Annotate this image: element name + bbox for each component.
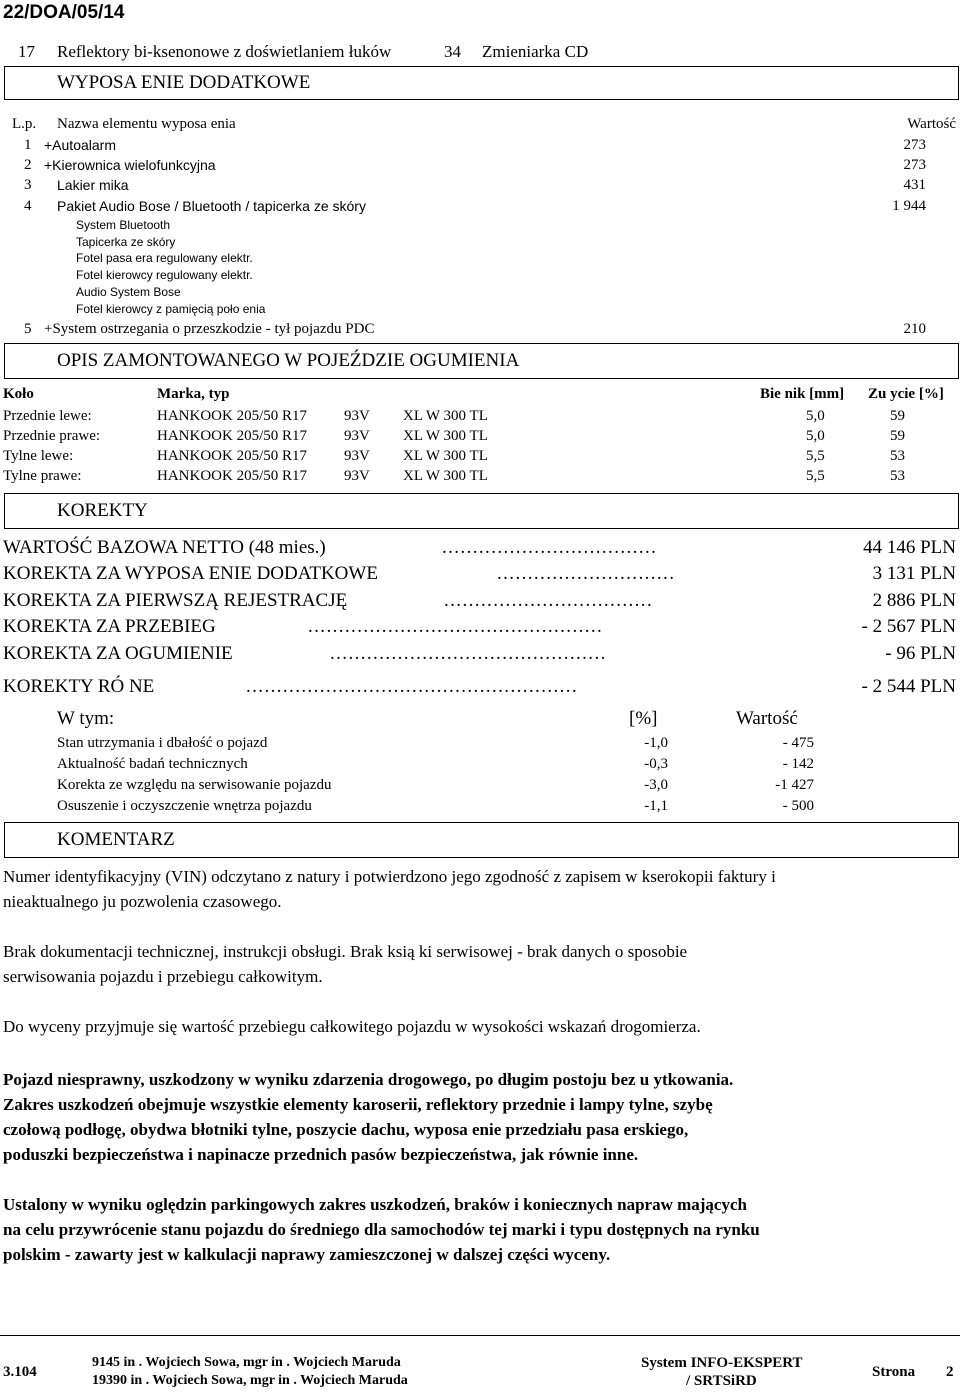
corrections-section-title: KOREKTY	[57, 500, 148, 521]
footer-system-name: System INFO-EKSPERT	[641, 1355, 803, 1371]
equipment-name: +System ostrzegania o przeszkodzie - tył pojazdu PDC	[44, 321, 375, 337]
column-value: Wartość	[907, 116, 956, 132]
comment-line: Ustalony w wyniku oględzin parkingowych zakres uszkodzeń, braków i koniecznych napraw mających	[3, 1195, 747, 1214]
correction-dots: .............................	[497, 563, 676, 584]
comment-line: nieaktualnego ju pozwolenia czasowego.	[3, 892, 282, 911]
correction-dots: ...................................	[442, 537, 658, 558]
tires-section-title: OPIS ZAMONTOWANEGO W POJEŹDZIE OGUMIENIA	[57, 350, 520, 371]
tire-wheel: Tylne prawe:	[3, 468, 82, 484]
detail-label: Stan utrzymania i dbałość o pojazd	[57, 735, 268, 751]
comment-line: Zakres uszkodzeń obejmuje wszystkie elementy karoserii, reflektory przednie i lampy tylne, szybę	[3, 1095, 713, 1114]
tire-wheel: Przednie prawe:	[3, 428, 101, 444]
tire-type: XL W 300 TL	[403, 468, 488, 484]
top-item-number-right: 34	[444, 42, 461, 61]
equipment-lp: 3	[24, 177, 32, 193]
equipment-value: 1 944	[892, 198, 926, 214]
detail-value: -1 427	[775, 777, 814, 793]
equipment-name: Lakier mika	[57, 177, 129, 193]
tire-load: 93V	[344, 428, 370, 444]
correction-dots: ................................................	[308, 616, 604, 637]
comment-line: Brak dokumentacji technicznej, instrukcji obsługi. Brak ksią ki serwisowej - brak danych o sposobie	[3, 942, 688, 961]
equipment-lp: 1	[24, 137, 32, 153]
comment-line: poduszki bezpieczeństwa i napinacze przednich pasów bezpieczeństwa, jak równie inne.	[3, 1145, 639, 1164]
tires-column-wheel: Koło	[3, 386, 34, 402]
correction-value: - 2 544 PLN	[861, 676, 956, 697]
comment-line: Do wyceny przyjmuje się wartość przebiegu całkowitego pojazdu w wysokości wskazań drogomierza.	[3, 1017, 701, 1036]
tire-brand: HANKOOK 205/50 R17	[157, 408, 307, 424]
equipment-section-header	[4, 66, 959, 100]
correction-dots: ..................................	[444, 590, 654, 611]
tire-brand: HANKOOK 205/50 R17	[157, 468, 307, 484]
footer-author-line-1: 9145 in . Wojciech Sowa, mgr in . Wojciech Maruda	[92, 1355, 401, 1370]
detail-pct: -0,3	[644, 756, 668, 772]
equipment-subitem: Fotel pasa era regulowany elektr.	[76, 251, 253, 265]
tire-wear: 53	[890, 468, 905, 484]
tire-load: 93V	[344, 408, 370, 424]
correction-dots: ......................................................	[246, 676, 579, 697]
detail-value: - 500	[782, 798, 814, 814]
detail-pct: -1,1	[644, 798, 668, 814]
comment-line: Pojazd niesprawny, uszkodzony w wyniku zdarzenia drogowego, po długim postoju bez u ytkowania.	[3, 1070, 734, 1089]
tire-wear: 59	[890, 428, 905, 444]
correction-value: 2 886 PLN	[872, 590, 956, 611]
tire-type: XL W 300 TL	[403, 428, 488, 444]
tire-type: XL W 300 TL	[403, 408, 488, 424]
top-item-number: 17	[18, 42, 35, 61]
detail-value: - 475	[782, 735, 814, 751]
tires-column-tread: Bie nik [mm]	[760, 386, 845, 402]
tire-wear: 59	[890, 408, 905, 424]
tire-brand: HANKOOK 205/50 R17	[157, 428, 307, 444]
footer-page-label: Strona	[872, 1364, 916, 1380]
correction-label: KOREKTA ZA PRZEBIEG	[3, 616, 216, 637]
tire-tread: 5,0	[806, 408, 825, 424]
footer-divider	[0, 1335, 960, 1336]
comment-line: polskim - zawarty jest w kalkulacji naprawy zamieszczonej w dalszej części wyceny.	[3, 1245, 611, 1264]
correction-value: 44 146 PLN	[863, 537, 956, 558]
equipment-name: Pakiet Audio Bose / Bluetooth / tapicerka ze skóry	[57, 198, 366, 214]
detail-header-value: Wartość	[736, 708, 798, 729]
footer-system-sub: / SRTSiRD	[686, 1373, 757, 1389]
column-lp: L.p.	[12, 116, 37, 132]
comment-line: serwisowania pojazdu i przebiegu całkowitym.	[3, 967, 323, 986]
detail-header-label: W tym:	[57, 708, 115, 729]
equipment-value: 210	[903, 321, 926, 337]
correction-dots: .............................................	[330, 643, 607, 664]
detail-header-pct: [%]	[629, 708, 658, 729]
detail-label: Osuszenie i oczyszczenie wnętrza pojazdu	[57, 798, 312, 814]
equipment-value: 273	[903, 157, 926, 173]
equipment-lp: 2	[24, 157, 32, 173]
detail-label: Korekta ze względu na serwisowanie pojazdu	[57, 777, 332, 793]
tire-tread: 5,5	[806, 468, 825, 484]
detail-label: Aktualność badań technicznych	[57, 756, 248, 772]
tire-wheel: Przednie lewe:	[3, 408, 92, 424]
comment-line: czołową podłogę, obydwa błotniki tylne, poszycie dachu, wyposa enie przedziału pasa erskiego,	[3, 1120, 689, 1139]
footer-code: 3.104	[3, 1364, 37, 1380]
detail-pct: -3,0	[644, 777, 668, 793]
tires-column-brand: Marka, typ	[157, 386, 230, 402]
tire-tread: 5,5	[806, 448, 825, 464]
top-item-text: Reflektory bi-ksenonowe z doświetlaniem łuków	[57, 42, 392, 61]
equipment-name: +Autoalarm	[44, 137, 116, 153]
tire-load: 93V	[344, 448, 370, 464]
tire-brand: HANKOOK 205/50 R17	[157, 448, 307, 464]
tire-type: XL W 300 TL	[403, 448, 488, 464]
equipment-lp: 4	[24, 198, 32, 214]
detail-pct: -1,0	[644, 735, 668, 751]
correction-value: - 96 PLN	[885, 643, 956, 664]
tire-wear: 53	[890, 448, 905, 464]
top-item-text-right: Zmieniarka CD	[482, 42, 589, 61]
tire-load: 93V	[344, 468, 370, 484]
comment-section-header	[4, 822, 959, 858]
detail-value: - 142	[782, 756, 814, 772]
correction-label: KOREKTY RÓ NE	[3, 676, 155, 697]
footer-author-line-2: 19390 in . Wojciech Sowa, mgr in . Wojciech Maruda	[92, 1373, 408, 1388]
tire-wheel: Tylne lewe:	[3, 448, 74, 464]
equipment-subitem: Fotel kierowcy z pamięcią poło enia	[76, 302, 266, 316]
equipment-subitem: Tapicerka ze skóry	[76, 235, 176, 249]
tires-column-wear: Zu ycie [%]	[868, 386, 944, 402]
equipment-subitem: Fotel kierowcy regulowany elektr.	[76, 268, 253, 282]
footer-page-number: 2	[946, 1364, 954, 1380]
correction-value: - 2 567 PLN	[861, 616, 956, 637]
equipment-section-title: WYPOSA ENIE DODATKOWE	[57, 72, 311, 93]
tire-tread: 5,0	[806, 428, 825, 444]
correction-label: KOREKTA ZA OGUMIENIE	[3, 643, 233, 664]
column-name: Nazwa elementu wyposa enia	[57, 116, 236, 132]
correction-label: KOREKTA ZA WYPOSA ENIE DODATKOWE	[3, 563, 378, 584]
document-header	[0, 0, 960, 36]
tires-section-header	[4, 343, 959, 379]
corrections-section-header	[4, 493, 959, 529]
equipment-lp: 5	[24, 321, 32, 337]
correction-label: WARTOŚĆ BAZOWA NETTO (48 mies.)	[3, 537, 326, 558]
equipment-value: 273	[903, 137, 926, 153]
document-id: 22/DOA/05/14	[3, 2, 125, 23]
equipment-value: 431	[903, 177, 926, 193]
correction-value: 3 131 PLN	[872, 563, 956, 584]
comment-line: na celu przywrócenie stanu pojazdu do średniego dla samochodów tej marki i typu dostępnych na rynku	[3, 1220, 760, 1239]
equipment-name: +Kierownica wielofunkcyjna	[44, 157, 216, 173]
equipment-subitem: Audio System Bose	[76, 285, 181, 299]
correction-label: KOREKTA ZA PIERWSZĄ REJESTRACJĘ	[3, 590, 348, 611]
comment-line: Numer identyfikacyjny (VIN) odczytano z natury i potwierdzono jego zgodność z zapisem w kserokopii faktury i	[3, 867, 776, 886]
comment-section-title: KOMENTARZ	[57, 829, 175, 850]
equipment-subitem: System Bluetooth	[76, 218, 171, 232]
